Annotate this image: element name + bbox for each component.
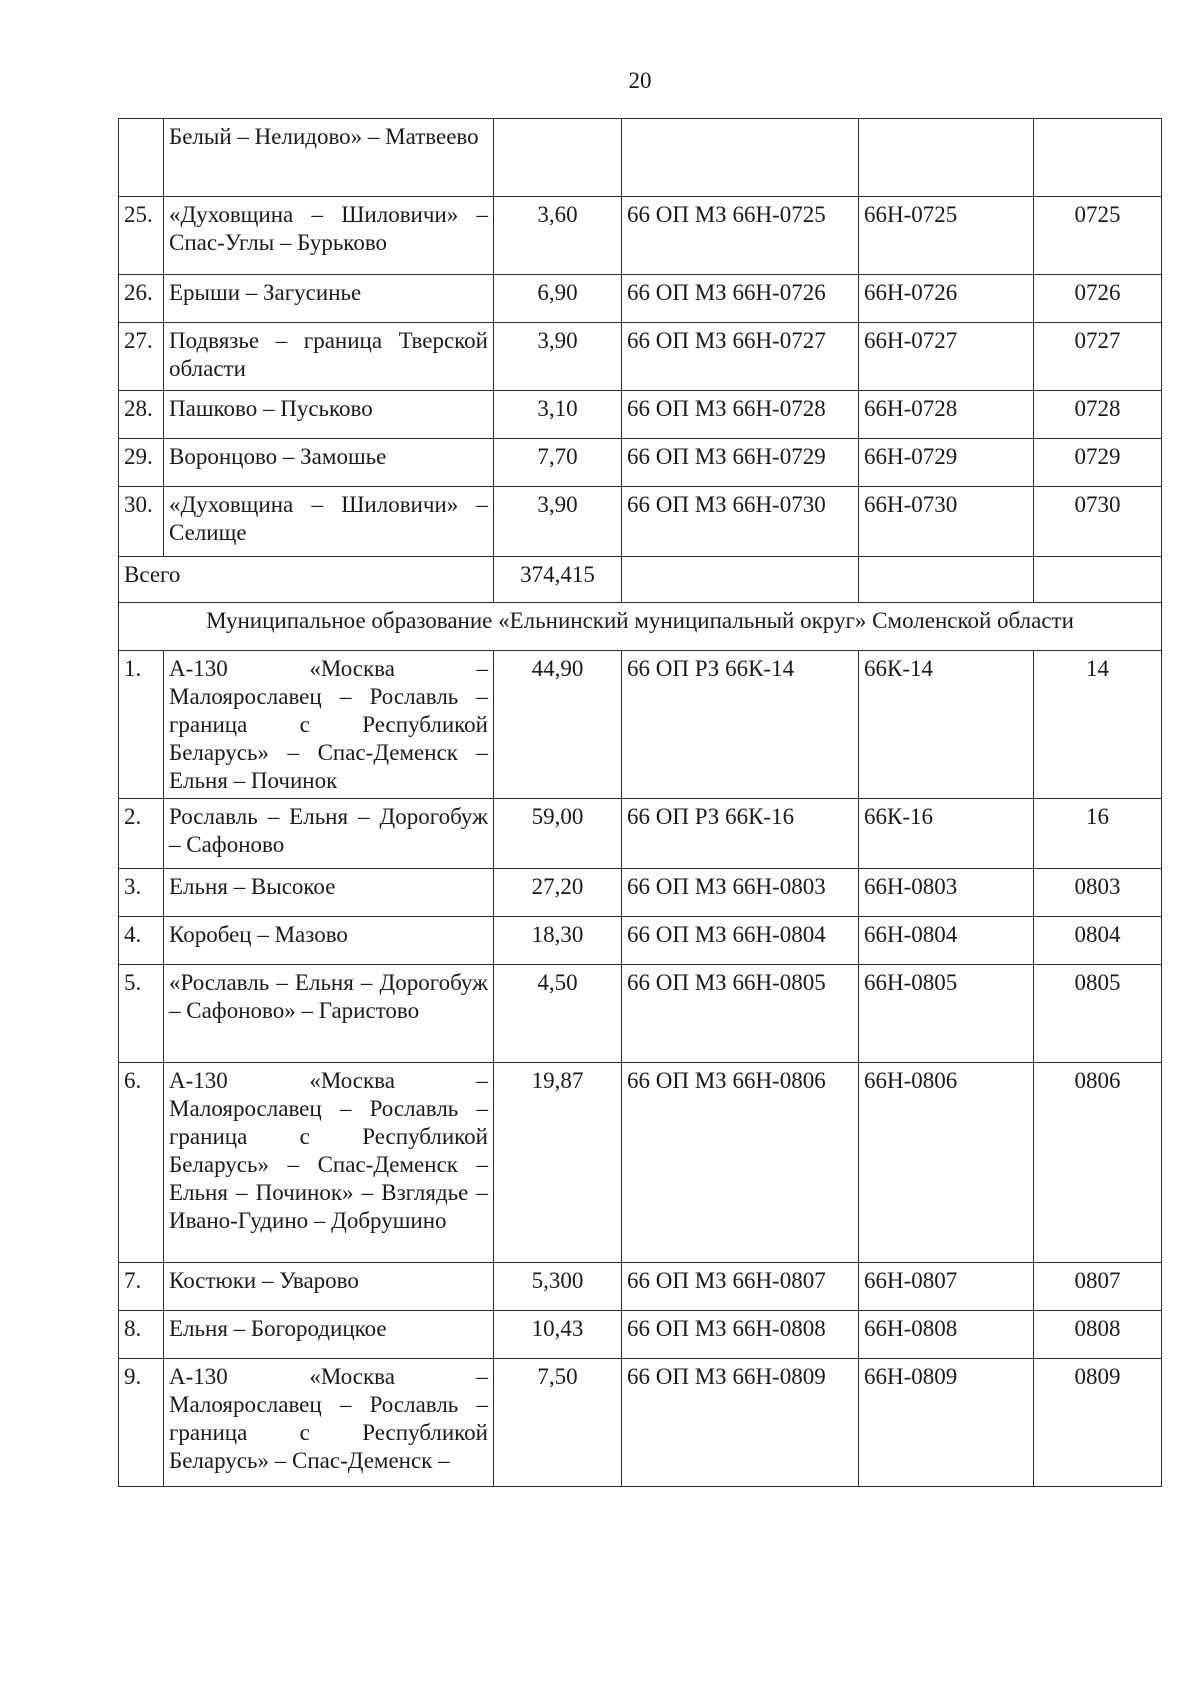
road-name: Ельня – Богородицкое [164, 1311, 494, 1359]
road-length: 10,43 [494, 1311, 622, 1359]
road-short-code: 16 [1034, 799, 1162, 869]
road-length: 4,50 [494, 965, 622, 1063]
table-row [119, 439, 1162, 487]
road-short-code: 0727 [1034, 323, 1162, 391]
table-row [119, 1359, 1162, 1487]
road-id: 66 ОП МЗ 66Н-0727 [622, 323, 859, 391]
road-length [494, 119, 622, 197]
page-number: 20 [628, 68, 652, 93]
table-row [119, 197, 1162, 275]
road-name: Подвязье – граница Тверской области [164, 323, 494, 391]
total-empty-reg [859, 557, 1034, 603]
row-number: 27. [119, 323, 164, 391]
table-row [119, 323, 1162, 391]
table-row-continuation [119, 119, 1162, 197]
road-length: 19,87 [494, 1063, 622, 1263]
table-row [119, 651, 1162, 799]
road-length: 7,50 [494, 1359, 622, 1487]
row-number [119, 119, 164, 197]
road-length: 3,90 [494, 323, 622, 391]
road-short-code [1034, 119, 1162, 197]
road-short-code: 0808 [1034, 1311, 1162, 1359]
road-short-code: 0807 [1034, 1263, 1162, 1311]
row-number: 29. [119, 439, 164, 487]
road-length: 5,300 [494, 1263, 622, 1311]
road-id: 66 ОП МЗ 66Н-0726 [622, 275, 859, 323]
road-short-code: 0803 [1034, 869, 1162, 917]
road-length: 3,90 [494, 487, 622, 557]
road-id: 66 ОП МЗ 66Н-0805 [622, 965, 859, 1063]
road-name: «Рославль – Ельня – Дорогобуж – Сафоново» – Гаристово [164, 965, 494, 1063]
road-short-code: 0725 [1034, 197, 1162, 275]
road-id: 66 ОП МЗ 66Н-0730 [622, 487, 859, 557]
road-reg-number: 66К-16 [859, 799, 1034, 869]
road-reg-number: 66Н-0807 [859, 1263, 1034, 1311]
road-reg-number: 66Н-0726 [859, 275, 1034, 323]
roads-table [118, 118, 1162, 1487]
road-length: 18,30 [494, 917, 622, 965]
road-short-code: 0729 [1034, 439, 1162, 487]
road-reg-number [859, 119, 1034, 197]
road-reg-number: 66Н-0727 [859, 323, 1034, 391]
road-short-code: 0730 [1034, 487, 1162, 557]
road-length: 7,70 [494, 439, 622, 487]
road-short-code: 0805 [1034, 965, 1162, 1063]
total-value: 374,415 [494, 557, 622, 603]
road-name: Коробец – Мазово [164, 917, 494, 965]
road-id: 66 ОП МЗ 66Н-0804 [622, 917, 859, 965]
row-number: 30. [119, 487, 164, 557]
road-name: Пашково – Пуськово [164, 391, 494, 439]
road-name: Ельня – Высокое [164, 869, 494, 917]
road-name: Ерыши – Загусинье [164, 275, 494, 323]
road-reg-number: 66Н-0725 [859, 197, 1034, 275]
total-empty-id [622, 557, 859, 603]
road-reg-number: 66Н-0809 [859, 1359, 1034, 1487]
road-id [622, 119, 859, 197]
road-id: 66 ОП МЗ 66Н-0728 [622, 391, 859, 439]
road-id: 66 ОП МЗ 66Н-0729 [622, 439, 859, 487]
road-short-code: 0806 [1034, 1063, 1162, 1263]
road-length: 59,00 [494, 799, 622, 869]
row-number: 8. [119, 1311, 164, 1359]
row-number: 4. [119, 917, 164, 965]
road-reg-number: 66Н-0803 [859, 869, 1034, 917]
table-row [119, 1063, 1162, 1263]
road-name: «Духовщина – Шиловичи» – Спас-Углы – Бурьково [164, 197, 494, 275]
road-reg-number: 66Н-0804 [859, 917, 1034, 965]
road-short-code: 0726 [1034, 275, 1162, 323]
row-number: 1. [119, 651, 164, 799]
table-row [119, 275, 1162, 323]
road-short-code: 0728 [1034, 391, 1162, 439]
road-id: 66 ОП МЗ 66Н-0803 [622, 869, 859, 917]
row-number: 25. [119, 197, 164, 275]
total-row [119, 557, 1162, 603]
road-id: 66 ОП РЗ 66К-16 [622, 799, 859, 869]
road-name: Костюки – Уварово [164, 1263, 494, 1311]
road-short-code: 14 [1034, 651, 1162, 799]
road-id: 66 ОП РЗ 66К-14 [622, 651, 859, 799]
row-number: 28. [119, 391, 164, 439]
section-row [119, 603, 1162, 651]
road-name: А-130 «Москва – Малоярославец – Рославль – граница с Республикой Беларусь» – Спас-Деменск – [164, 1359, 494, 1487]
road-name: Белый – Нелидово» – Матвеево [164, 119, 494, 197]
road-length: 6,90 [494, 275, 622, 323]
table-row [119, 869, 1162, 917]
road-name: «Духовщина – Шиловичи» – Селище [164, 487, 494, 557]
road-reg-number: 66Н-0808 [859, 1311, 1034, 1359]
row-number: 9. [119, 1359, 164, 1487]
table-row [119, 965, 1162, 1063]
road-name: А-130 «Москва – Малоярославец – Рославль – граница с Республикой Беларусь» – Спас-Деменск – Ельня – Починок [164, 651, 494, 799]
section-title: Муниципальное образование «Ельнинский муниципальный округ» Смоленской области [119, 603, 1162, 651]
road-reg-number: 66Н-0806 [859, 1063, 1034, 1263]
table-row [119, 1311, 1162, 1359]
road-id: 66 ОП МЗ 66Н-0725 [622, 197, 859, 275]
row-number: 2. [119, 799, 164, 869]
row-number: 6. [119, 1063, 164, 1263]
road-reg-number: 66К-14 [859, 651, 1034, 799]
road-length: 3,60 [494, 197, 622, 275]
road-id: 66 ОП МЗ 66Н-0809 [622, 1359, 859, 1487]
row-number: 26. [119, 275, 164, 323]
road-reg-number: 66Н-0730 [859, 487, 1034, 557]
road-length: 27,20 [494, 869, 622, 917]
road-reg-number: 66Н-0805 [859, 965, 1034, 1063]
road-id: 66 ОП МЗ 66Н-0808 [622, 1311, 859, 1359]
road-name: А-130 «Москва – Малоярославец – Рославль – граница с Республикой Беларусь» – Спас-Деменск – Ельня – Починок» – Взглядье – Ивано-Гудино – Добрушино [164, 1063, 494, 1263]
total-label: Всего [119, 557, 494, 603]
road-name: Воронцово – Замошье [164, 439, 494, 487]
row-number: 7. [119, 1263, 164, 1311]
total-empty-short [1034, 557, 1162, 603]
row-number: 3. [119, 869, 164, 917]
road-name: Рославль – Ельня – Дорогобуж – Сафоново [164, 799, 494, 869]
table-row [119, 799, 1162, 869]
table-row [119, 391, 1162, 439]
road-id: 66 ОП МЗ 66Н-0807 [622, 1263, 859, 1311]
table-row [119, 487, 1162, 557]
road-short-code: 0809 [1034, 1359, 1162, 1487]
road-id: 66 ОП МЗ 66Н-0806 [622, 1063, 859, 1263]
table-row [119, 1263, 1162, 1311]
row-number: 5. [119, 965, 164, 1063]
road-short-code: 0804 [1034, 917, 1162, 965]
road-reg-number: 66Н-0728 [859, 391, 1034, 439]
road-reg-number: 66Н-0729 [859, 439, 1034, 487]
road-length: 3,10 [494, 391, 622, 439]
table-row [119, 917, 1162, 965]
road-length: 44,90 [494, 651, 622, 799]
